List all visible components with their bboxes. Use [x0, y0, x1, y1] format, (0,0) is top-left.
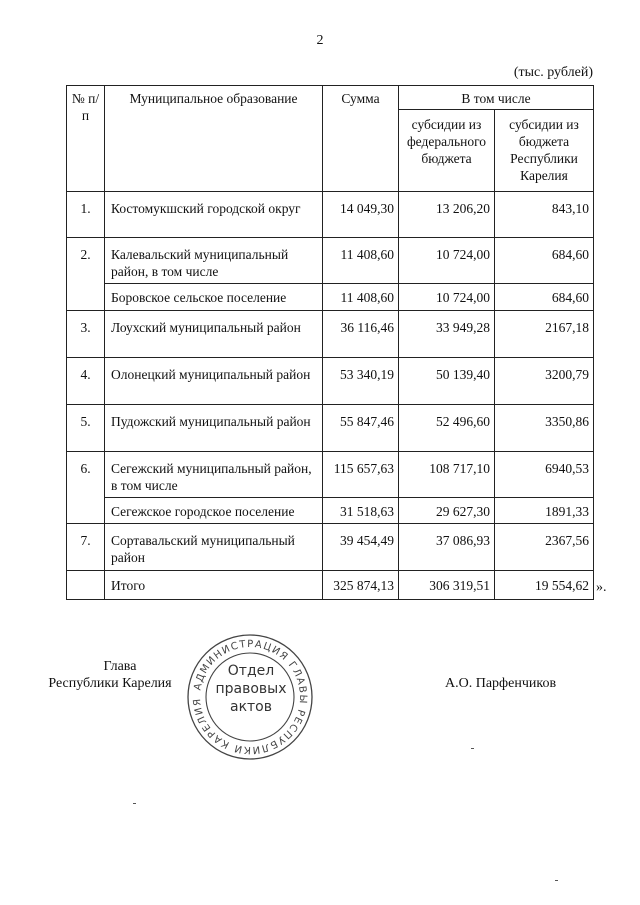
row-name: Лоухский муниципальный район	[105, 311, 323, 358]
signature-name: А.О. Парфенчиков	[445, 676, 557, 691]
row-sum: 115 657,63	[323, 452, 399, 498]
row-sum: 11 408,60	[323, 284, 399, 311]
stamp-line3: актов	[229, 699, 272, 715]
header-municipality: Муниципальное образование	[105, 86, 323, 192]
row-federal: 37 086,93	[399, 524, 495, 571]
row-number: 5.	[67, 405, 105, 452]
header-sum: Сумма	[323, 86, 399, 192]
signature-title-line2: Республики Карелия	[48, 676, 172, 691]
row-number: 2.	[67, 238, 105, 311]
row-republic: 2167,18	[495, 311, 594, 358]
row-federal: 108 717,10	[399, 452, 495, 498]
row-federal: 33 949,28	[399, 311, 495, 358]
row-name: Пудожский муниципальный район	[105, 405, 323, 452]
row-federal: 50 139,40	[399, 358, 495, 405]
row-republic: 3350,86	[495, 405, 594, 452]
scan-speck	[471, 748, 474, 749]
row-number: 7.	[67, 524, 105, 571]
row-number: 3.	[67, 311, 105, 358]
table-row	[67, 498, 594, 524]
row-federal: 306 319,51	[399, 571, 495, 600]
header-republic: субсидии из бюджета Республики Карелия	[495, 110, 594, 192]
table-row-total	[67, 571, 594, 600]
subsidy-table	[66, 85, 594, 600]
row-sum: 325 874,13	[323, 571, 399, 600]
signature-title-line1: Глава	[103, 659, 137, 674]
stamp-line1: Отдел	[227, 663, 275, 679]
row-name: Сортавальский муниципальный район	[105, 524, 323, 571]
table-row	[67, 524, 594, 571]
closing-quote: ».	[596, 580, 607, 595]
header-including: В том числе	[399, 86, 594, 110]
row-sum: 31 518,63	[323, 498, 399, 524]
units-label: (тыс. рублей)	[513, 65, 593, 80]
row-name: Итого	[105, 571, 323, 600]
row-republic: 684,60	[495, 284, 594, 311]
page-number: 2	[316, 33, 324, 48]
row-sum: 39 454,49	[323, 524, 399, 571]
row-sum: 55 847,46	[323, 405, 399, 452]
row-republic: 19 554,62	[495, 571, 594, 600]
row-name: Костомукшский городской округ	[105, 192, 323, 238]
table-row	[67, 452, 594, 498]
row-federal: 10 724,00	[399, 238, 495, 284]
row-republic: 3200,79	[495, 358, 594, 405]
row-federal: 13 206,20	[399, 192, 495, 238]
row-name: Сегежское городское поселение	[105, 498, 323, 524]
row-number	[67, 571, 105, 600]
header-number: № п/п	[67, 86, 105, 192]
row-name: Сегежский муниципальный район, в том числе	[105, 452, 323, 498]
row-sum: 11 408,60	[323, 238, 399, 284]
table-row	[67, 238, 594, 284]
scan-speck	[555, 880, 558, 881]
row-name: Боровское сельское поселение	[105, 284, 323, 311]
table-row	[67, 284, 594, 311]
svg-text:АДМИНИСТРАЦИЯ ГЛАВЫ РЕСПУБЛИКИ: АДМИНИСТРАЦИЯ ГЛАВЫ РЕСПУБЛИКИ КАРЕЛИЯ	[191, 638, 309, 756]
row-republic: 1891,33	[495, 498, 594, 524]
stamp-line2: правовых	[215, 681, 287, 697]
row-name: Калевальский муниципальный район, в том числе	[105, 238, 323, 284]
row-sum: 14 049,30	[323, 192, 399, 238]
row-sum: 53 340,19	[323, 358, 399, 405]
row-republic: 684,60	[495, 238, 594, 284]
row-republic: 6940,53	[495, 452, 594, 498]
row-republic: 843,10	[495, 192, 594, 238]
row-federal: 10 724,00	[399, 284, 495, 311]
table-row	[67, 405, 594, 452]
scan-speck	[133, 803, 136, 804]
table-row	[67, 311, 594, 358]
stamp-seal	[185, 632, 315, 762]
row-federal: 29 627,30	[399, 498, 495, 524]
table-row	[67, 192, 594, 238]
row-number: 1.	[67, 192, 105, 238]
header-federal: субсидии из федерального бюджета	[399, 110, 495, 192]
row-republic: 2367,56	[495, 524, 594, 571]
row-federal: 52 496,60	[399, 405, 495, 452]
row-sum: 36 116,46	[323, 311, 399, 358]
row-name: Олонецкий муниципальный район	[105, 358, 323, 405]
table-row	[67, 358, 594, 405]
row-number: 4.	[67, 358, 105, 405]
row-number: 6.	[67, 452, 105, 524]
